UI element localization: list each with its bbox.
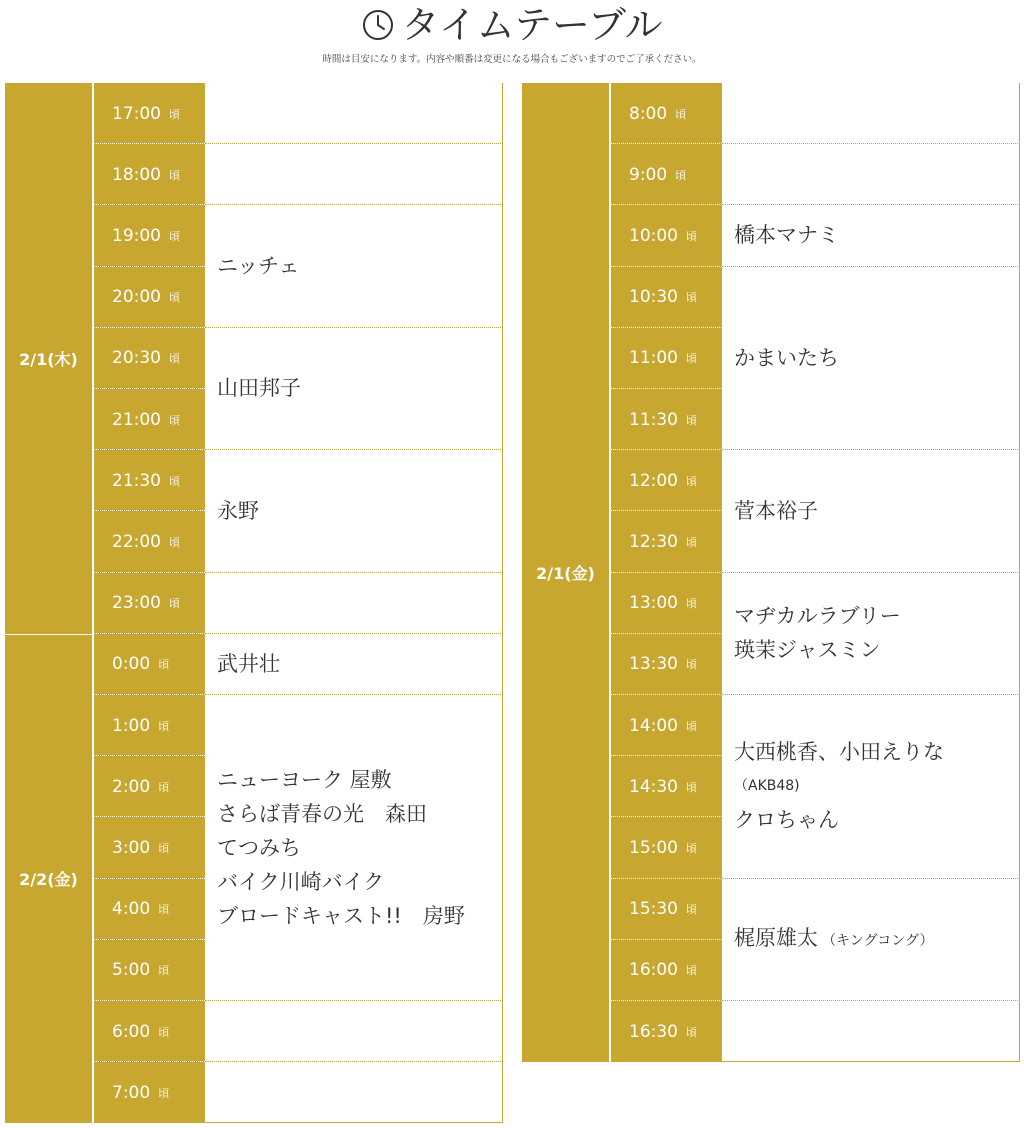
time-cell (611, 205, 722, 266)
performer-cell (205, 144, 503, 205)
time-suffix: 頃 (686, 658, 697, 672)
performer-cell (722, 695, 1020, 879)
performer-name: てつみち (217, 835, 301, 860)
time-cell (94, 940, 205, 1001)
time-suffix: 頃 (158, 1086, 170, 1100)
time-cell (94, 1062, 205, 1123)
time-cell (94, 879, 205, 940)
time-suffix: 頃 (686, 352, 697, 366)
title-text: タイムテーブル (401, 3, 663, 47)
time-cell (94, 267, 205, 328)
time-suffix: 頃 (158, 1025, 170, 1039)
performer-name: （キングコング） (822, 932, 934, 949)
performer-cell (205, 328, 503, 450)
time-label: 21:30 (112, 470, 161, 491)
performer-cell (205, 450, 503, 572)
time-cell (611, 328, 722, 389)
time-label: 9:00 (629, 164, 668, 185)
performer-cell (722, 205, 1020, 266)
time-suffix: 頃 (169, 107, 180, 121)
time-suffix: 頃 (158, 903, 170, 917)
time-suffix: 頃 (686, 535, 697, 549)
time-suffix: 頃 (169, 229, 180, 243)
time-suffix: 頃 (686, 474, 697, 488)
performer-name: 瑛茉ジャスミン (734, 638, 881, 663)
time-suffix: 頃 (169, 168, 180, 182)
time-cell (94, 450, 205, 511)
time-label: 15:00 (629, 837, 678, 858)
time-suffix: 頃 (169, 535, 180, 549)
time-label: 14:30 (629, 776, 678, 797)
time-cell (611, 1001, 722, 1062)
time-cell (611, 511, 722, 572)
time-label: 18:00 (112, 164, 161, 185)
time-cell (94, 144, 205, 205)
performer-cell (722, 144, 1020, 205)
time-label: 11:30 (629, 409, 678, 430)
time-label: 4:00 (112, 899, 151, 920)
time-suffix: 頃 (169, 597, 180, 611)
time-cell (611, 389, 722, 450)
time-label: 15:30 (629, 899, 678, 920)
performer-name: ブロードキャスト!! 房野 (217, 903, 465, 928)
time-label: 6:00 (112, 1021, 151, 1042)
performer-cell (205, 1001, 503, 1062)
time-suffix: 頃 (158, 964, 170, 978)
time-cell (94, 205, 205, 266)
performer-name: バイク川崎バイク (217, 869, 385, 894)
time-label: 11:00 (629, 348, 678, 369)
timetable-left (5, 83, 503, 1123)
performer-name: 永野 (217, 498, 259, 523)
time-cell (611, 634, 722, 695)
time-label: 12:30 (629, 531, 678, 552)
performer-names (217, 371, 301, 405)
time-label: 3:00 (112, 837, 151, 858)
performer-cell (722, 450, 1020, 572)
time-suffix: 頃 (686, 1025, 697, 1039)
time-cell (94, 817, 205, 878)
time-cell (94, 1001, 205, 1062)
time-label: 0:00 (112, 654, 151, 675)
clock-icon (361, 8, 395, 42)
time-label: 21:00 (112, 409, 161, 430)
performer-names (217, 249, 300, 283)
time-label: 14:00 (629, 715, 678, 736)
time-suffix: 頃 (158, 658, 170, 672)
performer-name: マヂカルラブリー (734, 604, 901, 629)
time-label: 10:30 (629, 287, 678, 308)
time-label: 16:30 (629, 1021, 678, 1042)
time-suffix: 頃 (169, 291, 180, 305)
performer-names (734, 341, 839, 375)
time-suffix: 頃 (686, 291, 697, 305)
time-cell (611, 695, 722, 756)
time-label: 7:00 (112, 1082, 151, 1103)
performer-cell (205, 695, 503, 1001)
performer-cell (722, 573, 1020, 695)
performer-names (734, 599, 901, 667)
performer-name: 菅本裕子 (734, 498, 818, 523)
time-label: 5:00 (112, 960, 151, 981)
performer-names (734, 218, 839, 252)
performer-names (217, 647, 280, 681)
time-cell (611, 144, 722, 205)
performer-name: 梶原雄太 (734, 925, 818, 950)
performer-name: さらば青春の光 森田 (217, 801, 427, 826)
time-suffix: 頃 (158, 841, 170, 855)
date-separator (5, 634, 92, 635)
time-label: 13:00 (629, 593, 678, 614)
schedule-note: 時間は目安になります。内容や順番は変更になる場合もございますのでご了承ください。 (322, 54, 702, 65)
time-cell (611, 267, 722, 328)
time-cell (94, 328, 205, 389)
performer-name: 武井壮 (217, 651, 280, 676)
date-cell: 2/1(木) (5, 83, 92, 634)
time-suffix: 頃 (169, 352, 180, 366)
time-cell (94, 511, 205, 572)
time-label: 1:00 (112, 715, 151, 736)
performer-cell (722, 267, 1020, 451)
time-suffix: 頃 (686, 964, 697, 978)
time-suffix: 頃 (686, 841, 697, 855)
performer-names (734, 494, 818, 528)
performer-names (734, 921, 933, 958)
time-suffix: 頃 (686, 903, 697, 917)
performer-name: （AKB48) (734, 778, 800, 795)
time-label: 2:00 (112, 776, 151, 797)
time-cell (611, 817, 722, 878)
time-cell (611, 940, 722, 1001)
time-label: 20:00 (112, 287, 161, 308)
performer-name: 大西桃香、小田えりな (734, 740, 944, 765)
performer-name: かまいたち (734, 345, 839, 370)
time-label: 16:00 (629, 960, 678, 981)
time-suffix: 頃 (686, 229, 697, 243)
performer-names (734, 735, 944, 837)
time-cell (611, 83, 722, 144)
time-label: 23:00 (112, 593, 161, 614)
performer-names (217, 763, 465, 933)
performer-cell (205, 83, 503, 144)
time-label: 13:30 (629, 654, 678, 675)
performer-cell (205, 634, 503, 695)
time-cell (611, 879, 722, 940)
performer-name: ニッチェ (217, 254, 300, 279)
performer-cell (205, 1062, 503, 1123)
date-cell: 2/1(金) (522, 83, 609, 1062)
performer-name: クロちゃん (734, 808, 839, 833)
time-label: 22:00 (112, 531, 161, 552)
time-suffix: 頃 (158, 780, 170, 794)
performer-name: 橋本マナミ (734, 223, 839, 248)
performer-name: 山田邦子 (217, 376, 301, 401)
time-suffix: 頃 (686, 780, 697, 794)
page-header (0, 0, 1024, 80)
time-cell (94, 634, 205, 695)
time-cell (94, 573, 205, 634)
performer-cell (722, 1001, 1020, 1062)
performer-cell (205, 205, 503, 327)
time-label: 17:00 (112, 103, 161, 124)
time-suffix: 頃 (169, 413, 180, 427)
time-suffix: 頃 (686, 597, 697, 611)
time-label: 19:00 (112, 225, 161, 246)
time-cell (611, 573, 722, 634)
time-suffix: 頃 (169, 474, 180, 488)
time-cell (94, 389, 205, 450)
performer-cell (722, 83, 1020, 144)
time-label: 10:00 (629, 225, 678, 246)
time-suffix: 頃 (686, 719, 697, 733)
time-suffix: 頃 (675, 168, 687, 182)
time-cell (611, 756, 722, 817)
time-cell (611, 450, 722, 511)
time-cell (94, 756, 205, 817)
time-suffix: 頃 (158, 719, 170, 733)
time-label: 20:30 (112, 348, 161, 369)
performer-name: ニューヨーク 屋敷 (217, 767, 392, 792)
time-suffix: 頃 (686, 413, 697, 427)
time-suffix: 頃 (675, 107, 687, 121)
page-title (0, 2, 1024, 48)
performer-cell (722, 879, 1020, 1001)
date-cell: 2/2(金) (5, 634, 92, 1124)
timetable-right (522, 83, 1020, 1062)
performer-names (217, 494, 259, 528)
time-cell (94, 83, 205, 144)
performer-cell (205, 573, 503, 634)
time-label: 12:00 (629, 470, 678, 491)
time-label: 8:00 (629, 103, 668, 124)
time-cell (94, 695, 205, 756)
